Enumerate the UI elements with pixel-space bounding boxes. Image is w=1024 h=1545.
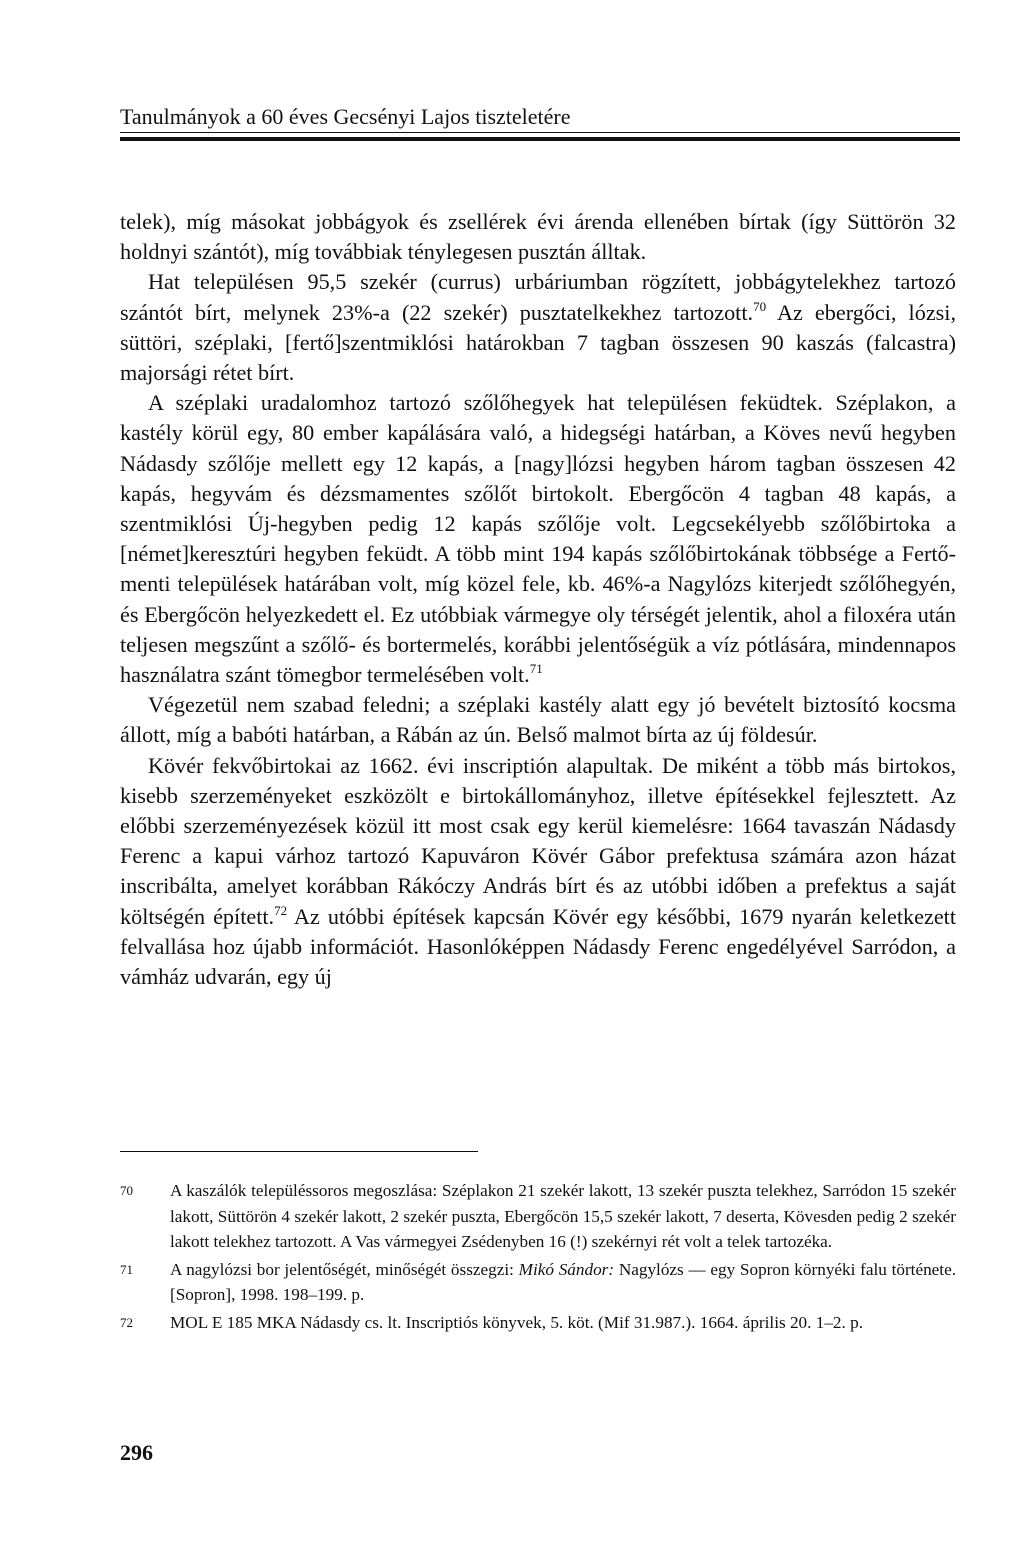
footnote-ref-71[interactable]: 71 [529,661,543,677]
footnote-ref-70[interactable]: 70 [753,298,767,314]
footnote-text: MOL E 185 MKA Nádasdy cs. lt. Inscriptiós könyvek, 5. köt. (Mif 31.987.). 1664. április 20. 1–2. p. [170,1312,864,1332]
header-rule-thin [120,132,960,133]
paragraph-3: A széplaki uradalomhoz tartozó szőlőhegyek hat településen feküdtek. Széplakon, a kastély körül egy, 80 ember kapálására való, a hidegségi határban, a Köves nevű hegyben Nádasdy szőlője mellett egy 12 kapás, a [nagy]lózsi hegyben három tagban összesen 42 kapás, hegyvám és dézsmamentes szőlőt birtokolt. Ebergőcön 4 tagban 48 kapás, a szentmiklósi Új-hegyben pedig 12 kapás szőlője volt. Legcsekélyebb szőlőbirtoka a [német]keresztúri hegyben feküdt. A több mint 194 kapás szőlőbirtokának többsége a Fertő-menti települések határában volt, míg közel fele, kb. 46%-a Nagylózs kiterjedt szőlőhegyén, és Ebergőcön helyezkedett el. Ez utóbbiak vármegye oly térségét jelentik, ahol a filoxéra után teljesen megszűnt a szőlő- és bortermelés, korábbi jelentőségük a víz pótlására, mindennapos használatra szánt tömegbor termelésében volt.$^{71}$ [120,390,956,688]
footnote-number: 70 [120,1183,133,1198]
paragraph-2: Hat településen 95,5 szekér (currus) urbáriumban rögzített, jobbágytelekhez tartozó szántót bírt, melynek 23%-a (22 szekér) pusztatelkekhez tartozott.$^{70}$ Az ebergőci, lózsi, süttöri, széplaki, [fertő]szentmiklósi határokban 7 tagban összesen 90 kaszás (falcastra) majorsági rétet bírt. [120,269,957,386]
footnote-text: A nagylózsi bor jelentőségét, minőségét összegzi: [170,1259,519,1279]
header-rule-thick [120,137,960,141]
paragraph-5: Kövér fekvőbirtokai az 1662. évi inscriptión alapultak. De miként a több más birtokos, kisebb szerzeményeket eszközölt e birtokállományhoz, illetve építésekkel fejlesztett. Az előbbi szerzeményezések közül itt most csak egy kerül kiemelésre: 1664 tavaszán Nádasdy Ferenc a kapui várhoz tartozó Kapuváron Kövér Gábor prefektusa számára azon házat inscribálta, amelyet korábban Rákóczy András bírt és az utóbbi időben a prefektus a saját költségén épített.$^{72}$ Az utóbbi építések kapcsán Kövér egy későbbi, 1679 nyarán keletkezett felvallása hoz újabb információt. Hasonlóképpen Nádasdy Ferenc engedélyével Sarródon, a vámház udvarán, egy új [120,752,956,990]
footnote-number: 71 [120,1261,133,1277]
footnotes [120,1178,956,1337]
paragraph-4: Végezetül nem szabad feledni; a széplaki kastély alatt egy jó bevételt biztosító kocsma állott, míg a babóti határban, a Rábán az ún. Belső malmot bírta az új földesúr. [120,692,956,748]
footnote-number: 72 [120,1314,133,1330]
main-text [120,207,956,992]
page-number: 296 [120,1440,153,1465]
footnote-text: A kaszálók településsoros megoszlása: Széplakon 21 szekér lakott, 13 szekér puszta telekhez, Sarródon 15 szekér lakott, Süttörön 4 szekér lakott, 2 szekér puszta, Ebergőcön 15,5 szekér lakott, 7 deserta, Kövesden pedig 2 szekér lakott telekhez tartozott. A Vas vármegyei Zsédenyben 16 (!) szekérnyi rét volt a telek tartozéka. [170,1181,956,1251]
running-header: Tanulmányok a 60 éves Gecsényi Lajos tiszteletére [120,104,571,129]
footnote-72 [120,1310,956,1336]
footnote-author: Mikó Sándor: [518,1259,615,1279]
footnote-70 [120,1178,956,1255]
footnote-71 [120,1257,956,1308]
paragraph-1: telek), míg másokat jobbágyok és zsellérek évi árenda ellenében bírtak (így Süttörön 32 holdnyi szántót), míg továbbiak ténylegesen pusztán álltak. [120,209,956,265]
footnote-separator [120,1151,478,1152]
footnote-ref-72[interactable]: 72 [274,902,288,918]
footnote-text: Nagylózs — egy Sopron környéki falu története. [Sopron], 1998. 198–199. p. [170,1259,957,1304]
